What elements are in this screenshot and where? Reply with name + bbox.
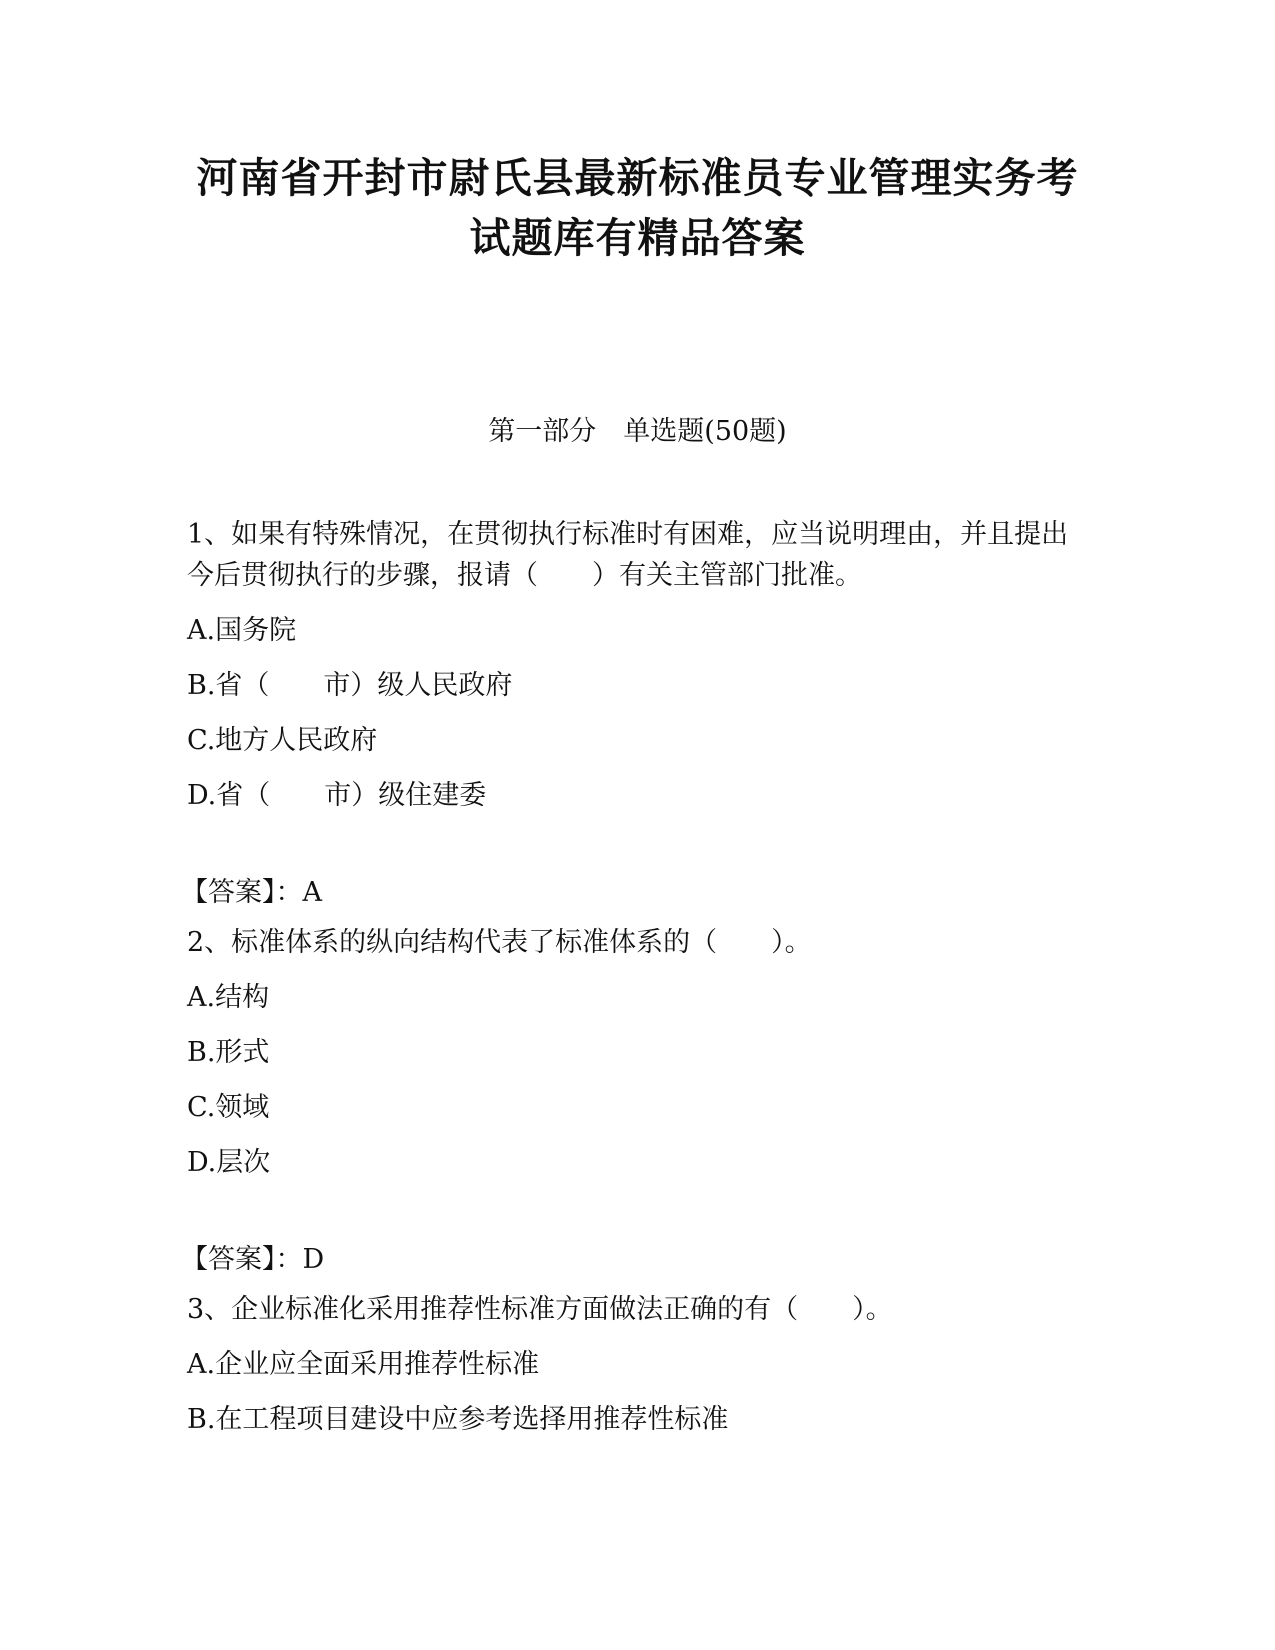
section-heading: 第一部分 单选题(50题) bbox=[488, 416, 787, 447]
option-d: D.省（ 市）级住建委 bbox=[187, 780, 487, 811]
question-text: 3、企业标准化采用推荐性标准方面做法正确的有（ ）。 bbox=[187, 1294, 893, 1325]
question-list bbox=[181, 514, 1087, 1447]
option-c: C.地方人民政府 bbox=[187, 725, 378, 756]
option-c: C.领域 bbox=[187, 1092, 270, 1123]
answer-label: 【答案】：D bbox=[181, 1244, 325, 1275]
document-title bbox=[150, 148, 1125, 268]
option-b: B.省（ 市）级人民政府 bbox=[187, 670, 513, 701]
option-a: A.企业应全面采用推荐性标准 bbox=[187, 1349, 540, 1380]
option-b: B.形式 bbox=[187, 1037, 270, 1068]
answer-label: 【答案】：A bbox=[181, 877, 322, 908]
option-a: A.国务院 bbox=[187, 615, 297, 646]
option-b: B.在工程项目建设中应参考选择用推荐性标准 bbox=[187, 1404, 729, 1435]
option-a: A.结构 bbox=[187, 982, 270, 1013]
title-line-1: 河南省开封市尉氏县最新标准员专业管理实务考 bbox=[196, 154, 1079, 202]
question-text: 1、如果有特殊情况，在贯彻执行标准时有困难，应当说明理由，并且提出今后贯彻执行的步骤，报请（ ）有关主管部门批准。 bbox=[187, 519, 1069, 591]
option-d: D.层次 bbox=[187, 1147, 271, 1178]
title-line-2: 试题库有精品答案 bbox=[469, 214, 806, 262]
question-text: 2、标准体系的纵向结构代表了标准体系的（ ）。 bbox=[187, 927, 812, 958]
